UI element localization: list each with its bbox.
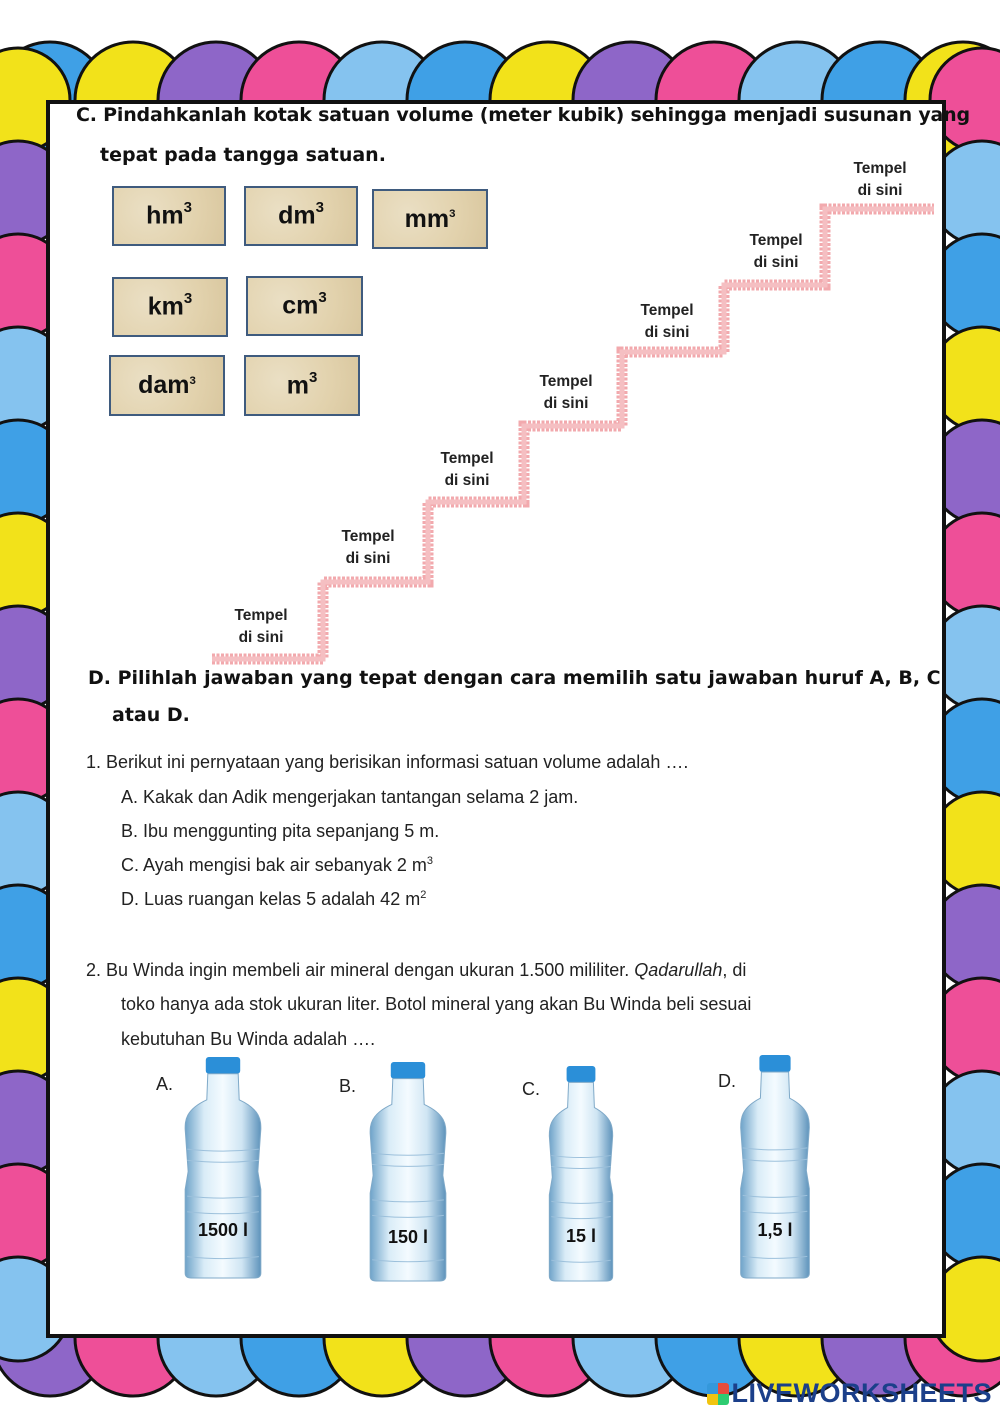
unit-card-m3[interactable]: $m^3$	[244, 355, 360, 416]
bottle-cap	[567, 1066, 596, 1082]
unit-card-dam3[interactable]: dam$^3$	[109, 355, 225, 416]
bottle-body	[185, 1074, 261, 1278]
bottle-cap	[391, 1062, 425, 1079]
q2-option-c-label: 15 l	[565, 1226, 597, 1246]
section-c-heading-cont: tepat pada tangga satuan.	[100, 144, 386, 166]
question-2-stem-line2: toko hanya ada stok ukuran liter. Botol mineral yang akan Bu Winda beli sesuai	[121, 994, 752, 1014]
question-2-stem: 2. Bu Winda ingin membeli air mineral dengan ukuran 1.500 mililiter. Qadarullah, di	[86, 960, 747, 980]
question-1-stem: 1. Berikut ini pernyataan yang berisikan informasi satuan volume adalah ….	[86, 752, 689, 772]
liveworksheets-watermark: LIVEWORKSHEETS	[707, 1378, 992, 1409]
drop-slot-3[interactable]: Tempel di sini	[440, 450, 494, 489]
drop-slot-7[interactable]: Tempel di sini	[853, 160, 907, 199]
drop-slot-5[interactable]: Tempel di sini	[640, 302, 694, 341]
q2-option-c-letter: C.	[522, 1079, 540, 1099]
unit-card-cm3[interactable]: $cm^3$	[246, 276, 363, 336]
unit-card-hm3[interactable]: $hm^3$	[112, 186, 226, 246]
q1-option-c[interactable]: C. Ayah mengisi bak air sebanyak 2 $m^3$	[121, 855, 433, 875]
q2-option-d-letter: D.	[718, 1071, 736, 1091]
q2-option-b-label: 150 l	[387, 1227, 429, 1247]
q1-option-a[interactable]: A. Kakak dan Adik mengerjakan tantangan selama 2 jam.	[121, 787, 579, 807]
q2-option-b-bottle[interactable]	[365, 1060, 451, 1282]
section-c-heading: C. Pindahkanlah kotak satuan volume (meter kubik) sehingga menjadi susunan yang	[76, 104, 970, 126]
unit-card-mm3[interactable]: $mm^3$	[372, 189, 488, 249]
unit-card-dm3[interactable]: $dm^3$	[244, 186, 358, 246]
liveworksheets-logo-icon	[707, 1383, 729, 1405]
q2-option-d-label: 1,5 l	[757, 1220, 793, 1240]
q2-option-b-letter: B.	[339, 1076, 357, 1096]
bottle-body	[549, 1082, 612, 1281]
bottle-cap	[759, 1055, 790, 1072]
q2-option-a-label: 1500 l	[197, 1220, 249, 1240]
section-d-heading-cont: atau D.	[112, 704, 190, 726]
q2-option-a-letter: A.	[156, 1074, 174, 1094]
section-d-heading: D. Pilihlah jawaban yang tepat dengan cara memilih satu jawaban huruf A, B, C	[88, 667, 941, 689]
bottle-cap	[206, 1057, 240, 1074]
drop-slot-2[interactable]: Tempel di sini	[341, 528, 395, 567]
q1-option-d[interactable]: D. Luas ruangan kelas 5 adalah 42 $m^2$	[121, 889, 427, 909]
bottle-body	[370, 1079, 446, 1281]
q1-option-b[interactable]: B. Ibu menggunting pita sepanjang 5 m.	[121, 821, 440, 841]
unit-card-km3[interactable]: $km^3$	[112, 277, 228, 337]
question-2-stem-line3: kebutuhan Bu Winda adalah ….	[121, 1029, 376, 1049]
bottle-body	[741, 1072, 810, 1278]
drop-slot-4[interactable]: Tempel di sini	[539, 373, 593, 412]
q2-option-a-bottle[interactable]	[180, 1055, 266, 1279]
drop-slot-1[interactable]: Tempel di sini	[234, 607, 288, 646]
q2-option-d-bottle[interactable]	[736, 1053, 814, 1279]
drop-slot-6[interactable]: Tempel di sini	[749, 232, 803, 271]
q2-option-c-bottle[interactable]	[545, 1064, 617, 1282]
